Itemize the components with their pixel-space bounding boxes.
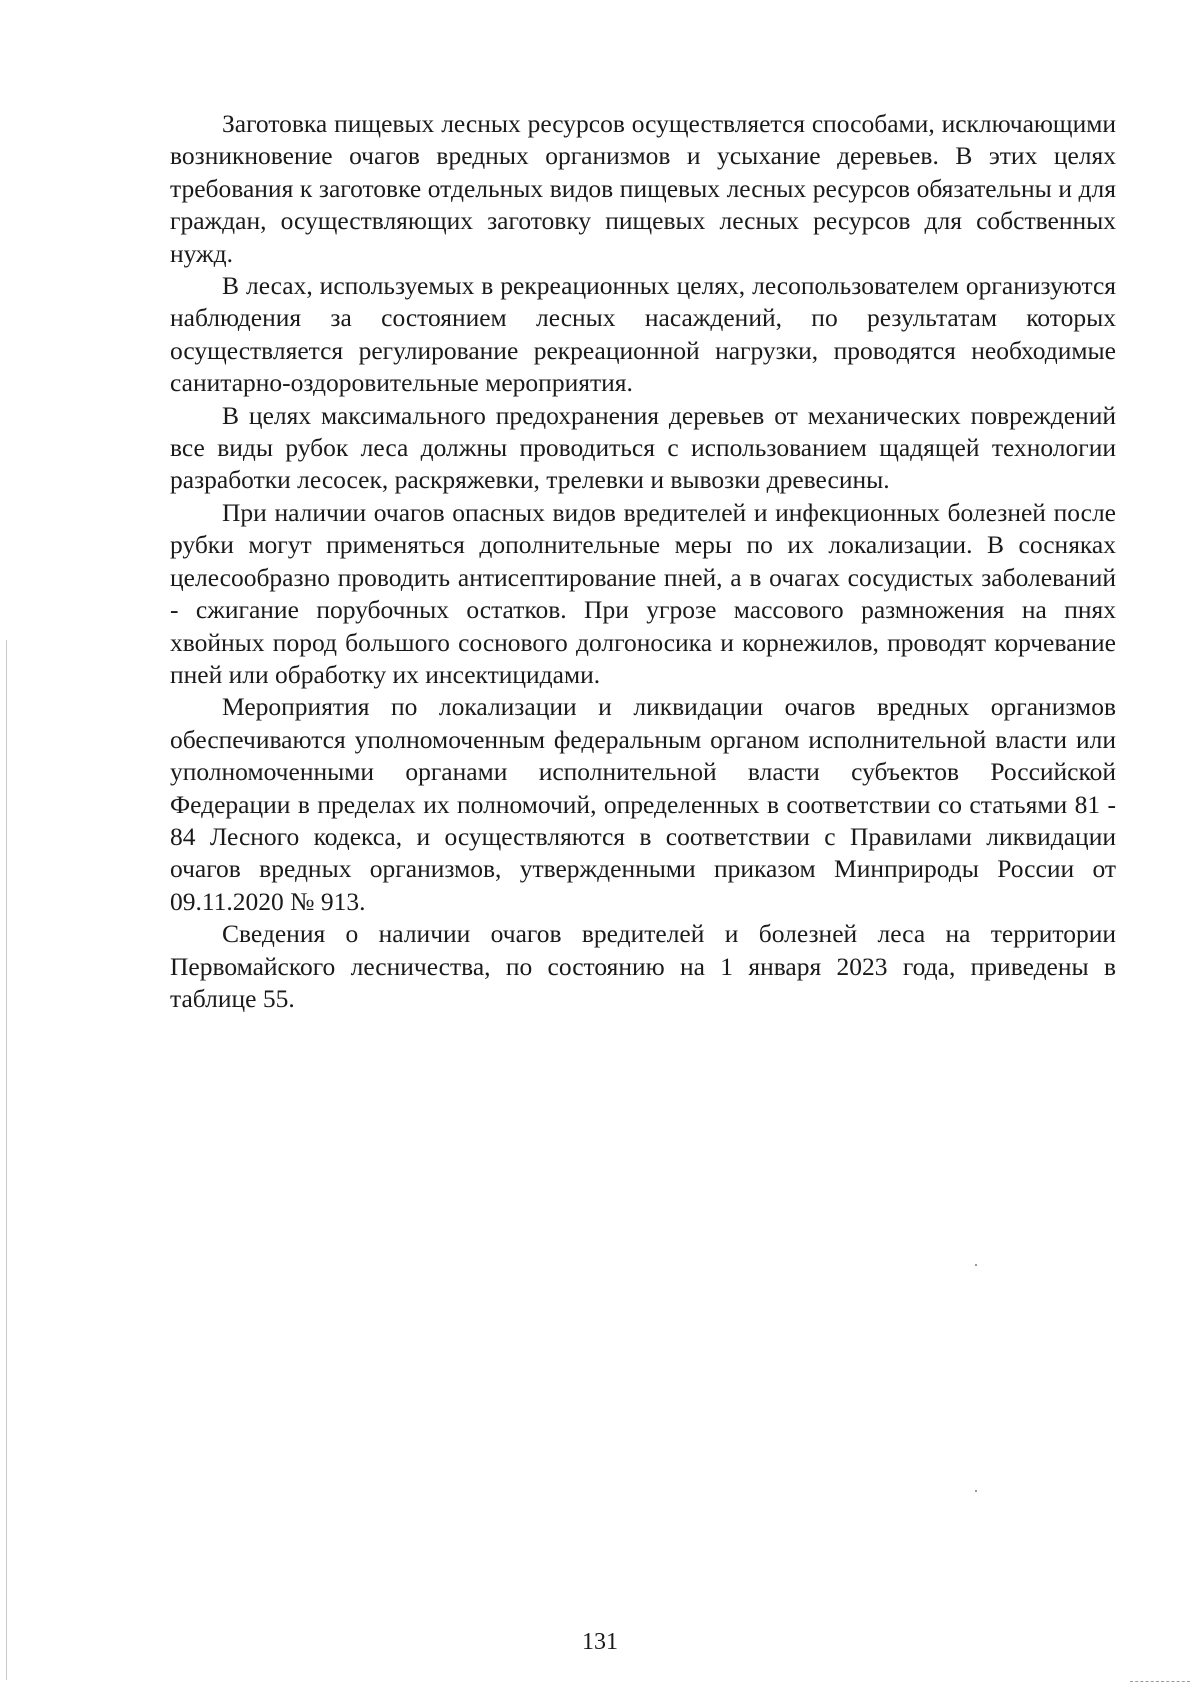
page-number: 131 [582,1629,618,1655]
paragraph-food-resources: Заготовка пищевых лесных ресурсов осуществляется способами, исключающими возникновение очагов вредных организмов и усыхание деревьев. В этих целях требования к заготовке отдельных видов пищевых лесных ресурсов обязательны и для граждан, осуществляющих заготовку пищевых лесных ресурсов для собственных нужд. [170,109,1116,268]
scan-speck [975,1264,977,1266]
scan-edge-line [6,640,7,1680]
paragraph-pest-liquidation-measures: Мероприятия по локализации и ликвидации очагов вредных организмов обеспечиваются уполномоченным федеральным органом исполнительной власти или уполномоченными органами исполнительной власти субъектов Российской Федерации в пределах их полномочий, определенных в соответствии со статьями 81 - 84 Лесного кодекса, и осуществляются в соответствии с Правилами ликвидации очагов вредных организмов, утвержденными приказом Минприроды России от 09.11.2020 № 913. [170,692,1116,916]
paragraph-table-reference: Сведения о наличии очагов вредителей и болезней леса на территории Первомайского лесничества, по состоянию на 1 января 2023 года, приведены в таблице 55. [170,919,1116,1013]
paragraph-tree-protection: В целях максимального предохранения деревьев от механических повреждений все виды рубок леса должны проводиться с использованием щадящей технологии разработки лесосек, раскряжевки, трелевки и вывозки древесины. [170,400,1116,495]
body-text [170,108,1116,1015]
paragraph-recreational-forests: В лесах, используемых в рекреационных целях, лесопользователем организуются наблюдения за состоянием лесных насаждений, по результатам которых осуществляется регулирование рекреационной нагрузки, проводятся необходимые санитарно-оздоровительные мероприятия. [170,271,1116,398]
scan-edge-dash [1130,1681,1190,1683]
paragraph-pest-localization: При наличии очагов опасных видов вредителей и инфекционных болезней после рубки могут применяться дополнительные меры по их локализации. В сосняках целесообразно проводить антисептирование пней, а в очагах сосудистых заболеваний - сжигание порубочных остатков. При угрозе массового размножения на пнях хвойных пород большого соснового долгоносика и корнежилов, проводят корчевание пней или обработку их инсектицидами. [170,497,1116,689]
scan-speck [975,1490,977,1492]
